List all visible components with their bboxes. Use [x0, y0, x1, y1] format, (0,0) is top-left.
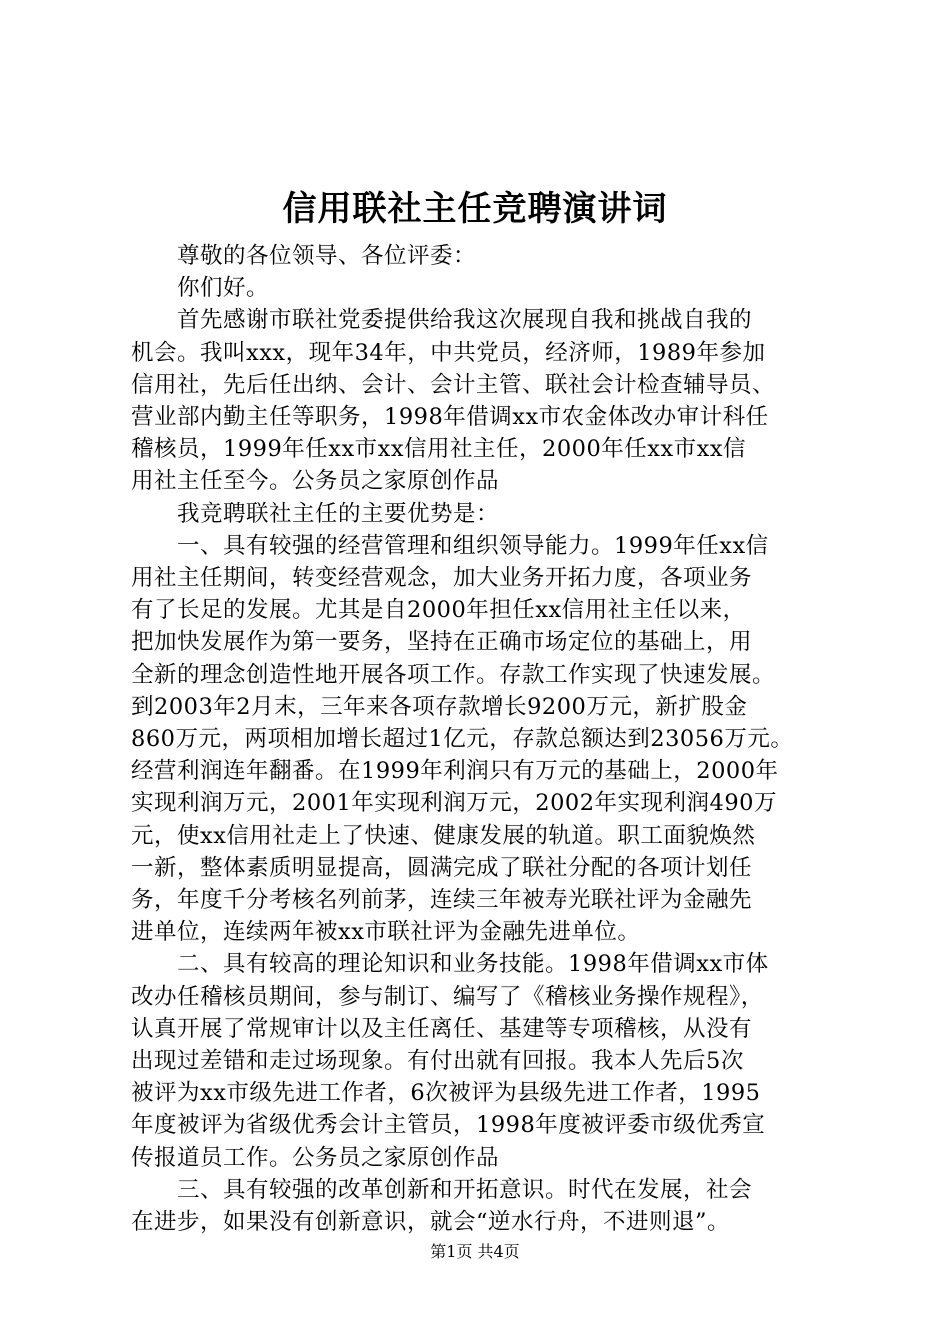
page-footer: 第1页 共4页	[430, 1242, 520, 1261]
body-line: 实现利润万元，2001年实现利润万元，2002年实现利润490万	[131, 790, 777, 817]
body-line: 把加快发展作为第一要务，坚持在正确市场定位的基础上，用	[131, 629, 753, 656]
body-line: 到2003年2月末，三年来各项存款增长9200万元，新扩股金	[131, 693, 748, 720]
body-line: 860万元，两项相加增长超过1亿元，存款总额达到23056万元。	[131, 726, 794, 753]
body-line: 三、具有较强的改革创新和开拓意识。时代在发展，社会	[177, 1176, 753, 1203]
body-line: 稽核员，1999年任xx市xx信用社主任，2000年任xx市xx信	[131, 436, 747, 463]
body-line: 认真开展了常规审计以及主任离任、基建等专项稽核，从没有	[131, 1015, 753, 1042]
document-body	[131, 240, 831, 1238]
body-line: 营业部内勤主任等职务，1998年借调xx市农金体改办审计科任	[131, 404, 769, 431]
body-line: 机会。我叫xxx，现年34年，中共党员，经济师，1989年参加	[131, 339, 766, 366]
body-line: 在进步，如果没有创新意识，就会“逆水行舟，不进则退”。	[131, 1209, 731, 1236]
body-line: 一新，整体素质明显提高，圆满完成了联社分配的各项计划任	[131, 854, 753, 881]
body-line: 年度被评为省级优秀会计主管员，1998年度被评委市级优秀宣	[131, 1112, 766, 1139]
body-line: 有了长足的发展。尤其是自2000年担任xx信用社主任以来，	[131, 597, 746, 624]
body-line: 全新的理念创造性地开展各项工作。存款工作实现了快速发展。	[131, 661, 776, 688]
body-line: 你们好。	[177, 275, 270, 302]
body-line: 出现过差错和走过场现象。有付出就有回报。我本人先后5次	[131, 1048, 744, 1075]
body-line: 尊敬的各位领导、各位评委：	[177, 243, 477, 269]
body-line: 用社主任至今。公务员之家原创作品	[131, 468, 500, 495]
body-line: 传报道员工作。公务员之家原创作品	[131, 1144, 500, 1171]
body-line: 信用社，先后任出纳、会计、会计主管、联社会计检查辅导员、	[131, 371, 776, 398]
body-line: 我竞聘联社主任的主要优势是：	[177, 500, 500, 527]
body-line: 首先感谢市联社党委提供给我这次展现自我和挑战自我的	[177, 307, 753, 334]
body-line: 元，使xx信用社走上了快速、健康发展的轨道。职工面貌焕然	[131, 822, 756, 849]
body-line: 一、具有较强的经营管理和组织领导能力。1999年任xx信	[177, 532, 769, 559]
document-title: 信用联社主任竞聘演讲词	[282, 189, 668, 229]
body-line: 经营利润连年翻番。在1999年利润只有万元的基础上，2000年	[131, 758, 779, 785]
body-line: 改办任稽核员期间，参与制订、编写了《稽核业务操作规程》，	[131, 983, 764, 1010]
body-line: 被评为xx市级先进工作者，6次被评为县级先进工作者，1995	[131, 1080, 761, 1107]
body-line: 务，年度千分考核名列前茅，连续三年被寿光联社评为金融先	[131, 887, 753, 914]
body-line: 二、具有较高的理论知识和业务技能。1998年借调xx市体	[177, 951, 769, 978]
body-line: 用社主任期间，转变经营观念，加大业务开拓力度，各项业务	[131, 565, 753, 592]
body-line: 进单位，连续两年被xx市联社评为金融先进单位。	[131, 919, 641, 946]
